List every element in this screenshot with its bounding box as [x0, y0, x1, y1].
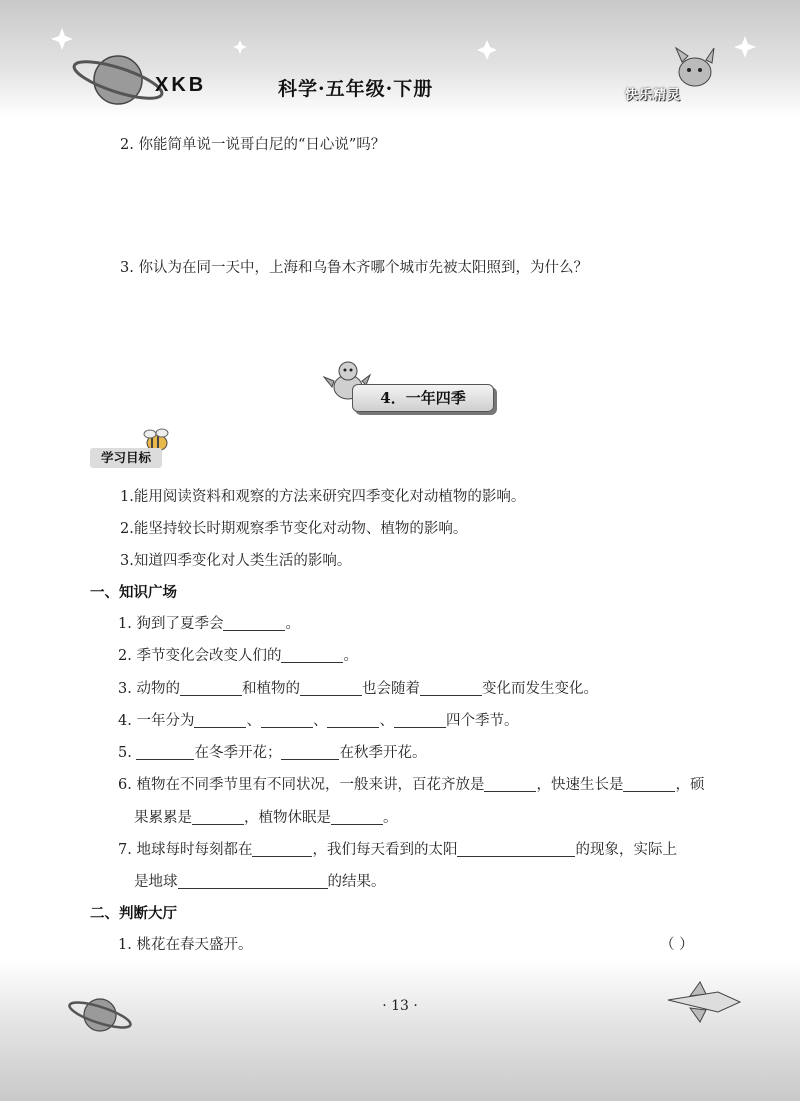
- fill-question-7: 7. 地球每时每刻都在 ，我们每天看到的太阳 的现象，实际上: [118, 842, 677, 858]
- sparkle-icon: [51, 28, 756, 60]
- answer-blank[interactable]: [136, 745, 194, 761]
- answer-blank[interactable]: [300, 681, 362, 697]
- goal-item: 3.知道四季变化对人类生活的影响。: [120, 553, 352, 569]
- fill-question-4: 4. 一年分为 、 、 、 四个季节。: [118, 713, 519, 729]
- answer-blank[interactable]: [281, 745, 339, 761]
- answer-blank[interactable]: [178, 874, 328, 890]
- fill-question-6: 6. 植物在不同季节里有不同状况，一般来讲，百花齐放是 ，快速生长是 ，硕: [118, 777, 705, 793]
- goal-item: 2.能坚持较长时期观察季节变化对动物、植物的影响。: [120, 521, 468, 537]
- answer-blank[interactable]: [484, 777, 536, 793]
- answer-blank[interactable]: [327, 713, 379, 729]
- fill-question-3: 3. 动物的 和植物的 也会随着 变化而发生变化。: [118, 681, 598, 697]
- section-title-knowledge: 一、知识广场: [90, 585, 177, 601]
- planet-icon: [67, 998, 133, 1033]
- answer-blank[interactable]: [623, 777, 675, 793]
- answer-blank[interactable]: [420, 681, 482, 697]
- fill-question-1: 1. 狗到了夏季会 。: [118, 616, 300, 632]
- answer-blank[interactable]: [261, 713, 313, 729]
- question-2: 2. 你能简单说一说哥白尼的“日心说”吗？: [120, 137, 386, 153]
- book-title: 科学·五年级·下册: [278, 78, 434, 100]
- judgment-question-1: 1. 桃花在春天盛开。: [118, 937, 253, 953]
- answer-blank[interactable]: [394, 713, 446, 729]
- fill-question-5: 5. 在冬季开花； 在秋季开花。: [118, 745, 427, 761]
- answer-blank[interactable]: [457, 842, 575, 858]
- answer-blank[interactable]: [252, 842, 312, 858]
- answer-blank[interactable]: [192, 810, 244, 826]
- answer-blank[interactable]: [223, 616, 285, 632]
- answer-blank[interactable]: [331, 810, 383, 826]
- fill-question-2: 2. 季节变化会改变人们的 。: [118, 648, 358, 664]
- goals-badge: 学习目标: [90, 448, 162, 468]
- mascot-label: 快乐精灵: [625, 87, 682, 102]
- fill-question-7-cont: 是地球 的结果。: [134, 874, 386, 890]
- brand-logo: XKB: [155, 74, 207, 96]
- page-number: · 13 ·: [382, 998, 418, 1014]
- question-3: 3. 你认为在同一天中，上海和乌鲁木齐哪个城市先被太阳照到，为什么？: [120, 260, 588, 276]
- answer-blank[interactable]: [194, 713, 246, 729]
- space-shuttle-icon: [668, 982, 740, 1022]
- answer-parentheses[interactable]: （ ）: [660, 937, 694, 953]
- answer-blank[interactable]: [281, 648, 343, 664]
- goal-item: 1.能用阅读资料和观察的方法来研究四季变化对动植物的影响。: [120, 489, 526, 505]
- lesson-title: 4．一年四季: [352, 384, 494, 412]
- footer-decoration: [0, 960, 800, 1101]
- fairy-mascot-icon: [676, 48, 714, 86]
- planet-icon: [71, 54, 166, 105]
- fill-question-6-cont: 果累累是 ，植物休眠是 。: [134, 810, 398, 826]
- answer-blank[interactable]: [180, 681, 242, 697]
- section-title-judgment: 二、判断大厅: [90, 906, 177, 922]
